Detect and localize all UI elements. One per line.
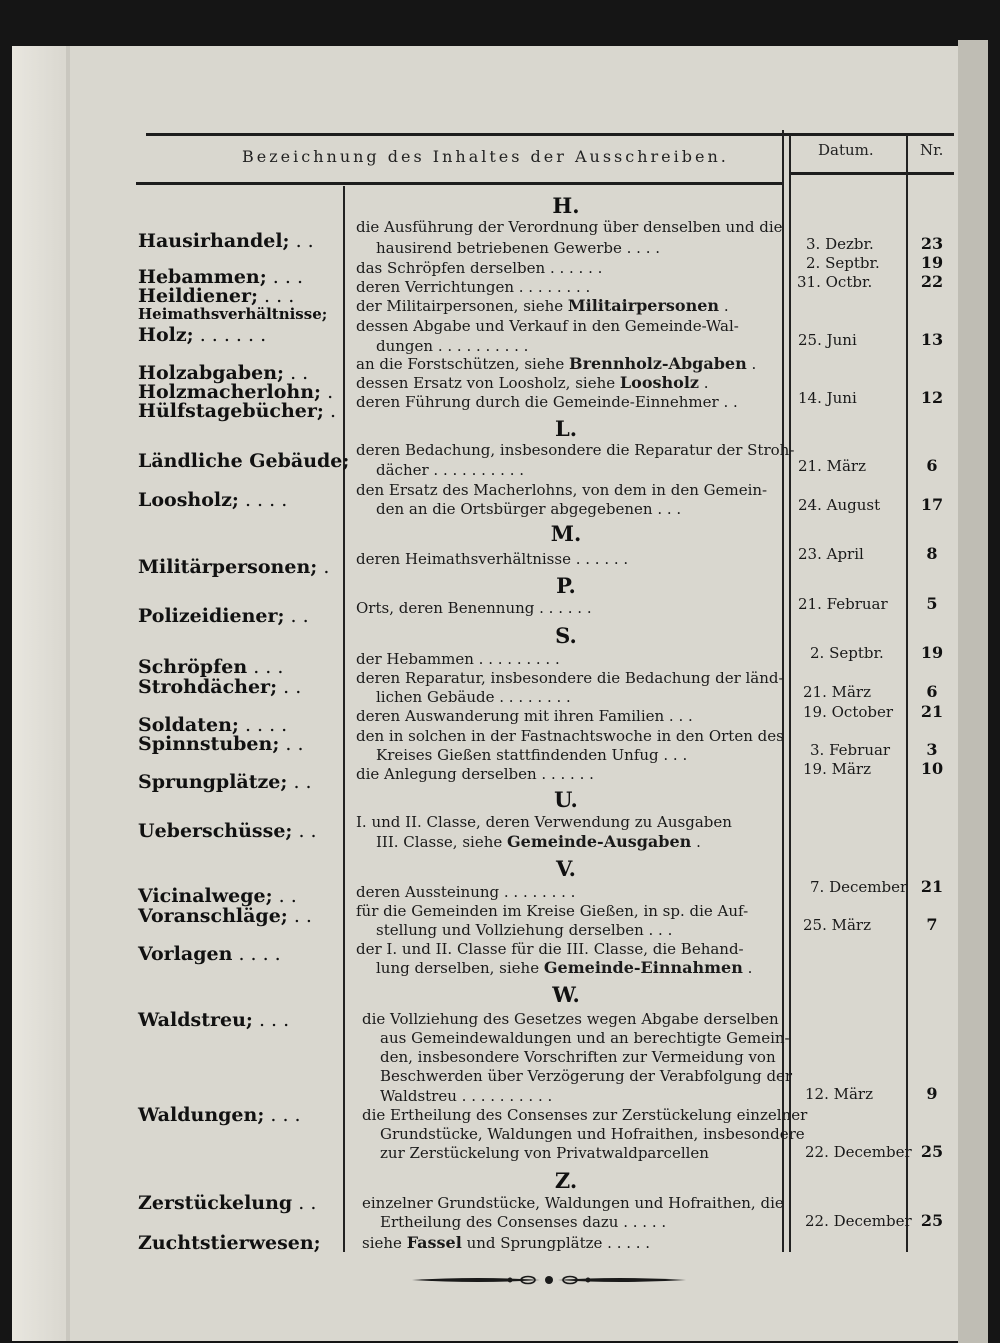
column-rule-text [343,186,345,1252]
entry-line: für die Gemeinden im Kreise Gießen, in sp. die Auf- [356,902,749,920]
entry-line: der Hebammen . . . . . . . . . [356,650,560,668]
entry-line: die Anlegung derselben . . . . . . [356,765,594,783]
entry-line: lichen Gebäude . . . . . . . . [376,688,571,706]
entry-line: an die Forstschützen, siehe Brennholz-Abgaben . [356,354,757,373]
entry-line: Orts, deren Benennung . . . . . . [356,599,592,617]
section-letter: V. [556,856,576,881]
keyword: Spinnstuben; . . [138,733,304,755]
entry-date: 21. März [798,457,866,475]
entry-line: siehe Fassel und Sprungplätze . . . . . [362,1233,651,1252]
entry-line: deren Verrichtungen . . . . . . . . [356,278,591,296]
entry-number: 21 [920,702,944,721]
entry-line: die Ertheilung des Consenses zur Zerstückelung einzelner [362,1106,808,1124]
entry-number: 19 [920,643,944,662]
keyword: Holzabgaben; . . [138,362,309,384]
entry-number: 10 [920,759,944,778]
entry-line: die Vollziehung des Gesetzes wegen Abgabe derselben [362,1010,779,1028]
entry-number: 12 [920,388,944,407]
entry-line: den an die Ortsbürger abgegebenen . . . [376,500,682,518]
keyword: Polizeidiener; . . [138,605,309,627]
entry-line: aus Gemeindewaldungen und an berechtigte Gemein- [380,1029,790,1047]
entry-line: deren Führung durch die Gemeinde-Einnehmer . . [356,393,738,411]
entry-number: 23 [920,234,944,253]
keyword: Heildiener; . . . [138,285,295,307]
entry-line: deren Bedachung, insbesondere die Reparatur der Stroh- [356,441,795,459]
entry-date: 14. Juni [798,389,857,407]
entry-line: Kreises Gießen stattfindenden Unfug . . . [376,746,688,764]
entry-line: Waldstreu . . . . . . . . . . [380,1087,553,1105]
keyword: Zerstückelung . . [138,1192,317,1214]
entry-date: 12. März [805,1085,873,1103]
entry-line: deren Aussteinung . . . . . . . . [356,883,576,901]
keyword: Hebammen; . . . [138,266,304,288]
next-page-edge [958,40,988,1343]
keyword: Sprungplätze; . . [138,771,312,793]
header-title: Bezeichnung des Inhaltes der Ausschreiben. [242,147,729,166]
keyword: Hülfstagebücher; . [138,400,337,422]
keyword: Vicinalwege; . . [138,885,297,907]
section-letter: L. [554,416,578,441]
entry-number: 21 [920,877,944,896]
entry-number: 13 [920,330,944,349]
entry-line: einzelner Grundstücke, Waldungen und Hofraithen, die [362,1194,784,1212]
keyword: Waldungen; . . . [138,1104,301,1126]
keyword: Holzmacherlohn; . [138,381,334,403]
entry-line: den, insbesondere Vorschriften zur Vermeidung von [380,1048,776,1066]
keyword: Loosholz; . . . . [138,489,288,511]
entry-date: 3. Februar [810,741,891,759]
keyword: Strohdächer; . . [138,676,302,698]
entry-line: der I. und II. Classe für die III. Classe, die Behand- [356,940,744,958]
entry-line: das Schröpfen derselben . . . . . . [356,259,603,277]
entry-line: den Ersatz des Macherlohns, von dem in den Gemein- [356,481,768,499]
keyword: Waldstreu; . . . [138,1009,290,1031]
entry-number: 19 [920,253,944,272]
keyword: Schröpfen . . . [138,656,284,678]
keyword: Ueberschüsse; . . [138,820,317,842]
header-bottom-rule-left [136,182,784,185]
entry-date: 23. April [798,545,864,563]
entry-line: dessen Ersatz von Loosholz, siehe Loosholz . [356,373,709,392]
keyword: Militärpersonen; . [138,556,330,578]
entry-line: III. Classe, siehe Gemeinde-Ausgaben . [376,832,701,851]
page-fold [66,46,70,1341]
entry-date: 7. December [810,878,908,896]
section-letter: U. [554,787,578,812]
entry-date: 21. März [803,683,871,701]
entry-line: Ertheilung des Consenses dazu . . . . . [380,1213,667,1231]
entry-date: 2. Septbr. [810,644,884,662]
entry-line: I. und II. Classe, deren Verwendung zu Ausgaben [356,813,732,831]
header-bottom-rule-right [790,172,954,175]
keyword: Heimathsverhältnisse; [138,305,328,323]
entry-number: 6 [926,456,938,475]
spine-shadow [12,46,67,1341]
entry-date: 21. Februar [798,595,888,613]
entry-number: 6 [926,682,938,701]
entry-line: dächer . . . . . . . . . . [376,461,525,479]
entry-date: 22. December [805,1212,912,1230]
entry-number: 17 [920,495,944,514]
entry-date: 25. Juni [798,331,857,349]
entry-number: 7 [926,915,938,934]
entry-date: 24. August [798,496,881,514]
keyword: Soldaten; . . . . [138,714,288,736]
entry-number: 3 [926,740,938,759]
entry-number: 8 [926,544,938,563]
entry-date: 3. Dezbr. [806,235,874,253]
entry-number: 25 [920,1211,944,1230]
entry-line: deren Heimathsverhältnisse . . . . . . [356,550,629,568]
entry-line: dungen . . . . . . . . . . [376,337,529,355]
entry-date: 2. Septbr. [806,254,880,272]
entry-date: 19. März [803,760,871,778]
keyword: Vorlagen . . . . [138,943,281,965]
header-date: Datum. [818,141,874,159]
section-letter: Z. [554,1168,578,1193]
keyword: Holz; . . . . . . [138,324,267,346]
entry-date: 19. October [803,703,894,721]
entry-number: 22 [920,272,944,291]
keyword: Ländliche Gebäude; [138,450,350,472]
entry-line: Beschwerden über Verzögerung der Verabfolgung der [380,1067,793,1085]
entry-line: dessen Abgabe und Verkauf in den Gemeinde-Wal- [356,317,739,335]
entry-line: deren Auswanderung mit ihren Familien . . . [356,707,693,725]
entry-number: 5 [926,594,938,613]
header-top-rule [146,133,954,136]
ornament-rule [410,1272,688,1288]
entry-line: lung derselben, siehe Gemeinde-Einnahmen . [376,958,753,977]
section-letter: S. [555,623,577,648]
entry-line: die Ausführung der Verordnung über denselben und die [356,218,783,236]
entry-line: deren Reparatur, insbesondere die Bedachung der länd- [356,669,784,687]
section-letter: M. [550,521,582,546]
entry-line: den in solchen in der Fastnachtswoche in den Orten des [356,727,784,745]
section-letter: H. [552,193,580,218]
section-letter: W. [552,982,580,1007]
entry-line: der Militairpersonen, siehe Militairpersonen . [356,296,729,315]
keyword: Zuchtstierwesen; [138,1232,321,1254]
keyword: Voranschläge; . . [138,905,312,927]
entry-date: 31. Octbr. [797,273,873,291]
header-nr: Nr. [920,141,944,159]
section-letter: P. [556,573,576,598]
entry-date: 22. December [805,1143,912,1161]
entry-line: Grundstücke, Waldungen und Hofraithen, insbesondere [380,1125,805,1143]
entry-line: zur Zerstückelung von Privatwaldparcellen [380,1144,709,1162]
entry-line: hausirend betriebenen Gewerbe . . . . [376,239,661,257]
entry-number: 9 [926,1084,938,1103]
entry-number: 25 [920,1142,944,1161]
keyword: Hausirhandel; . . [138,230,314,252]
entry-line: stellung und Vollziehung derselben . . . [376,921,673,939]
entry-date: 25. März [803,916,871,934]
